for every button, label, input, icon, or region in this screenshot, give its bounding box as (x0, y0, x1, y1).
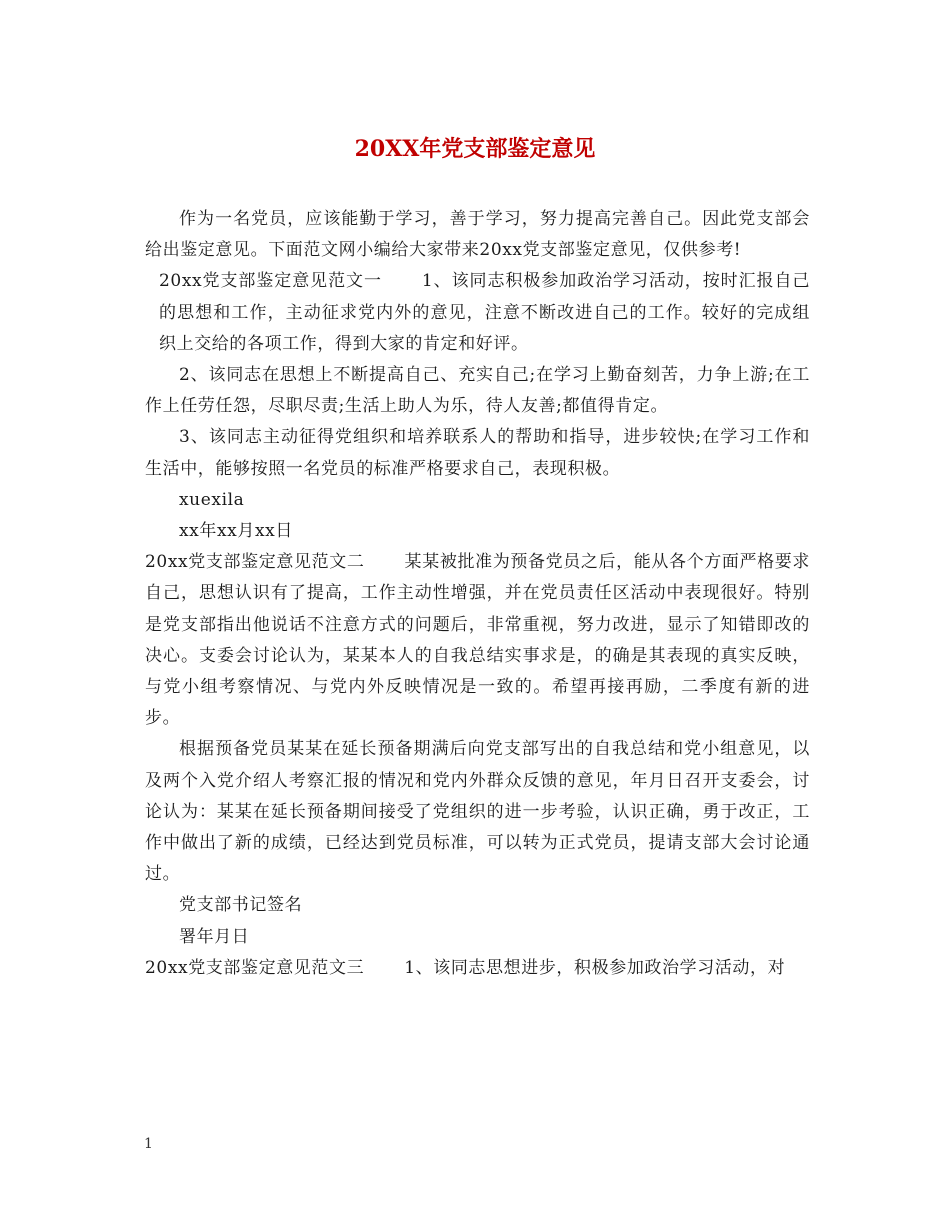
sample-three-body: 1、该同志思想进步，积极参加政治学习活动，对 (404, 957, 786, 978)
sample-one-item-3: 3、该同志主动征得党组织和培养联系人的帮助和指导，进步较快;在学习工作和生活中，能够按照一名党员的标准严格要求自己，表现积极。 (145, 427, 810, 479)
sample-one-paragraph (145, 266, 810, 360)
sample-one-item-2: 2、该同志在思想上不断提高自己、充实自己;在学习上勤奋刻苦，力争上游;在工作上任劳任怨，尽职尽责;生活上助人为乐，待人友善;都值得肯定。 (145, 365, 810, 417)
sample-two-body: 某某被批准为预备党员之后，能从各个方面严格要求自己，思想认识有了提高，工作主动性增强，并在党员责任区活动中表现很好。特别是党支部指出他说话不注意方式的问题后，非常重视，努力改进，显示了知错即改的决心。支委会讨论认为，某某本人的自我总结实事求是，的确是其表现的真实反映，与党小组考察情况、与党内外反映情况是一致的。希望再接再励，二季度有新的进步。 (145, 552, 810, 729)
sample-two-heading: 20xx党支部鉴定意见范文二 (145, 552, 365, 573)
sample-one-item-1: 1、该同志积极参加政治学习活动，按时汇报自己的思想和工作，主动征求党内外的意见，注意不断改进自己的工作。较好的完成组织上交给的各项工作，得到大家的肯定和好评。 (159, 271, 811, 354)
sample-one-heading: 20xx党支部鉴定意见范文一 (159, 271, 382, 292)
document-body (145, 204, 810, 984)
document-title: 20XX年党支部鉴定意见 (354, 136, 596, 162)
sample-three-paragraph (145, 953, 810, 984)
intro-paragraph: 作为一名党员，应该能勤于学习，善于学习，努力提高完善自己。因此党支部会给出鉴定意见。下面范文网小编给大家带来20xx党支部鉴定意见，仅供参考! (145, 209, 810, 261)
signature-date-line: 署年月日 (179, 926, 250, 947)
secretary-signature-line: 党支部书记签名 (179, 895, 303, 916)
page-number: 1 (144, 1136, 153, 1152)
sample-three-heading: 20xx党支部鉴定意见范文三 (145, 957, 365, 978)
sample-two-paragraph (145, 547, 810, 734)
sample-two-continued: 根据预备党员某某在延长预备期满后向党支部写出的自我总结和党小组意见，以及两个入党介绍人考察汇报的情况和党内外群众反馈的意见，年月日召开支委会，讨论认为：某某在延长预备期间接受了党组织的进一步考验，认识正确，勇于改正，工作中做出了新的成绩，已经达到党员标准，可以转为正式党员，提请支部大会讨论通过。 (145, 739, 810, 885)
date-line: xx年xx月xx日 (179, 521, 293, 542)
signature-text: xuexila (179, 489, 245, 510)
